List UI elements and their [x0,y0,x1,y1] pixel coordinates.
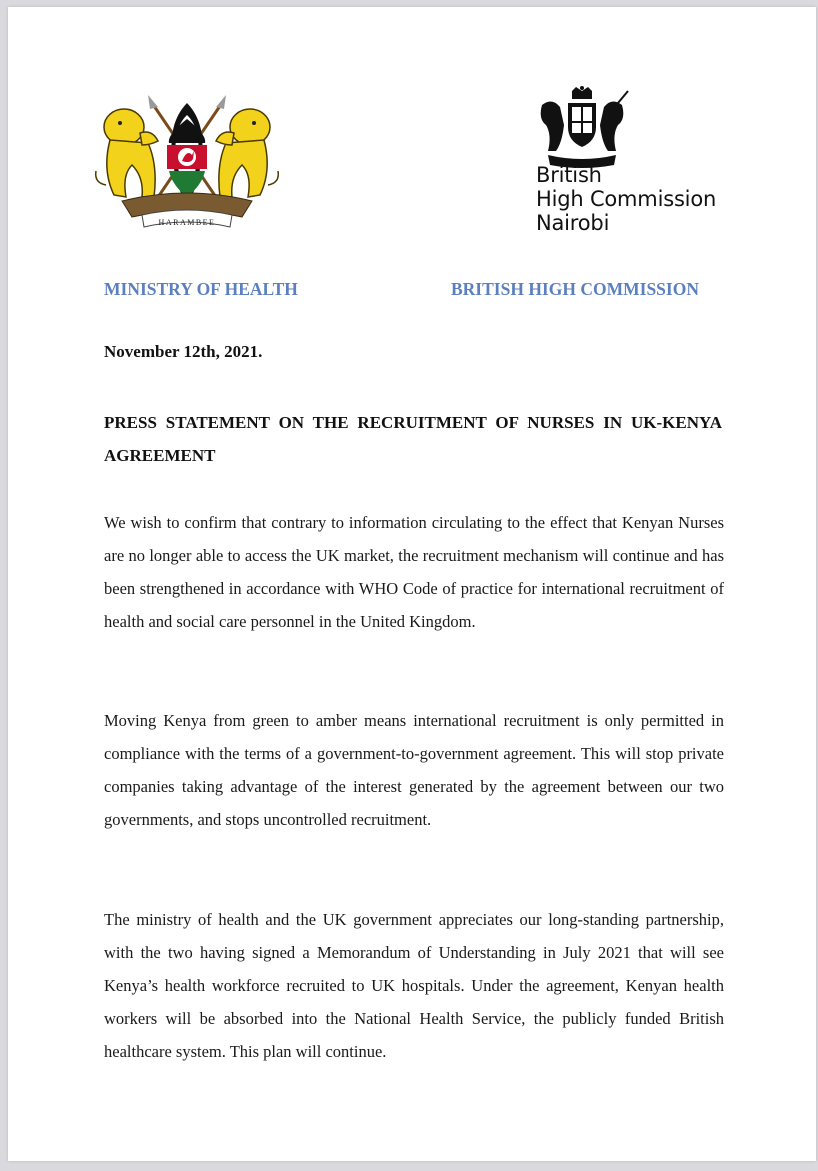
document-page [8,7,816,1161]
statement-title: PRESS STATEMENT ON THE RECRUITMENT OF NURSES IN UK-KENYA AGREEMENT [104,413,722,465]
wordmark-line: British [536,163,602,187]
royal-coat-of-arms [534,85,630,169]
british-high-commission-wordmark [536,163,716,235]
wordmark-line: Nairobi [536,211,610,235]
kenya-coat-of-arms [92,85,282,237]
kenya-motto-ribbon: HARAMBEE [158,218,216,227]
body-paragraph: The ministry of health and the UK government appreciates our long-standing partnership, with the two having signed a Memorandum of Understanding in July 2021 that will see Kenya’s health workforce recruited to UK hospitals. Under the agreement, Kenyan health workers will be absorbed into the National Health Service, the publicly funded British healthcare system. This plan will continue. [104,910,724,1061]
british-high-commission-heading: BRITISH HIGH COMMISSION [451,279,699,299]
body-paragraph: We wish to confirm that contrary to information circulating to the effect that Kenyan Nurses are no longer able to access the UK market, the recruitment mechanism will continue and has been strengthened in accordance with WHO Code of practice for international recruitment of health and social care personnel in the United Kingdom. [104,513,724,631]
ministry-of-health-heading: MINISTRY OF HEALTH [104,279,298,299]
wordmark-line: High Commission [536,187,717,211]
statement-date: November 12th, 2021. [104,342,263,361]
body-paragraph: Moving Kenya from green to amber means international recruitment is only permitted in compliance with the terms of a government-to-government agreement. This will stop private companies taking advantage of the interest generated by the agreement between our two governments, and stops uncontrolled recruitment. [104,711,724,829]
